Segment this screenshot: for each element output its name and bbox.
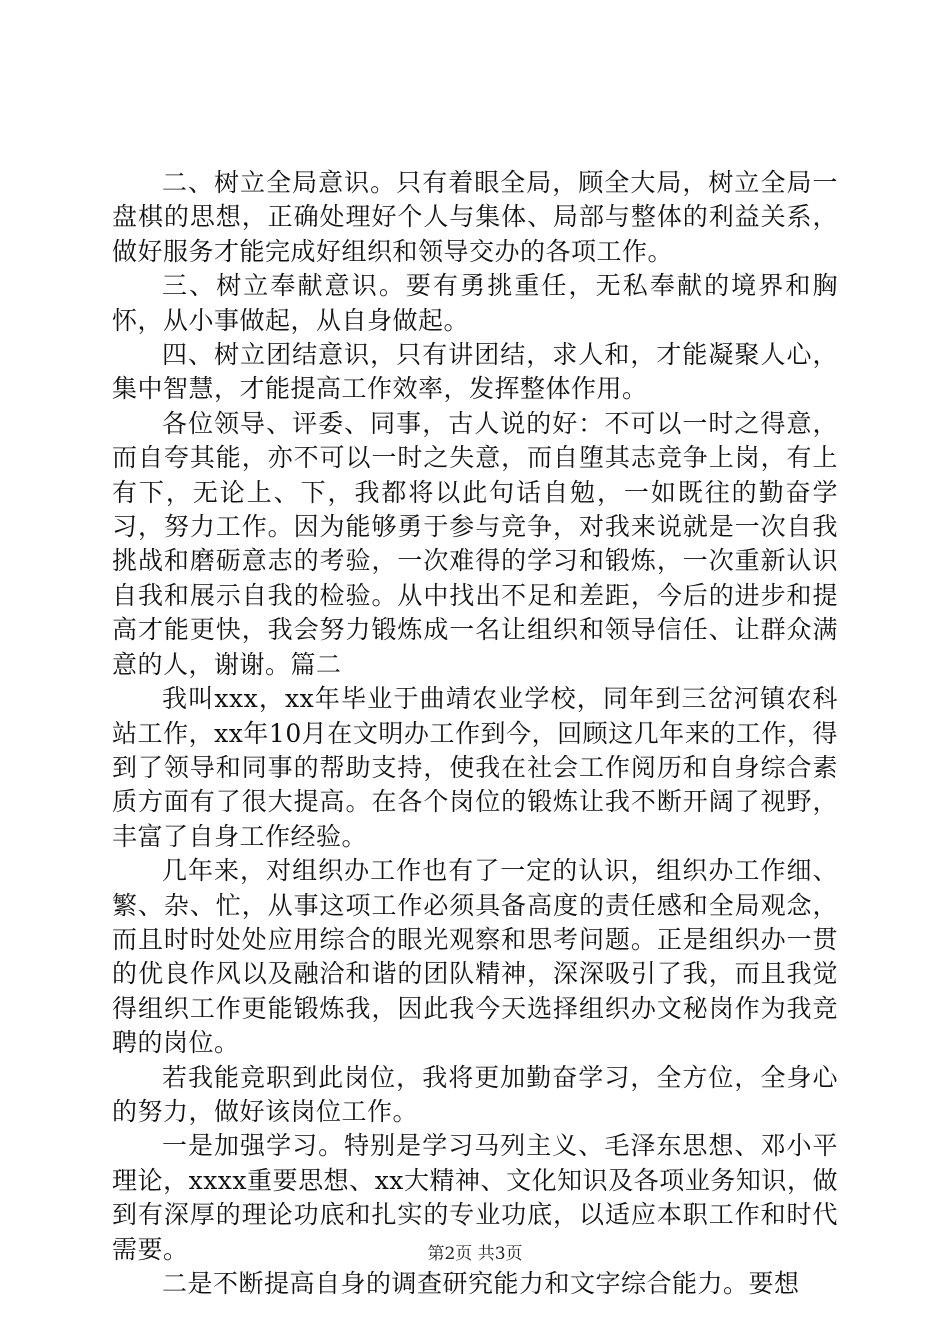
page-total: 共3页 [477,1244,523,1264]
paragraph-8: 一是加强学习。特别是学习马列主义、毛泽东思想、邓小平理论，xxxx重要思想、xx大精神、文化知识及各项业务知识，做到有深厚的理论功底和扎实的专业功底，以适应本职工作和时代需要。 [112,1131,838,1264]
paragraph-4: 各位领导、评委、同事，古人说的好：不可以一时之得意，而自夸其能，亦不可以一时之失意，而自堕其志竞争上岗，有上有下，无论上、下，我都将以此句话自勉，一如既往的勤奋学习，努力工作。因为能够勇于参与竞争，对我来说就是一次自我挑战和磨砺意志的考验，一次难得的学习和锻炼，一次重新认识自我和展示自我的检验。从中找出不足和差距，今后的进步和提高才能更快，我会努力锻炼成一名让组织和领导信任、让群众满意的人，谢谢。篇二 [112,408,838,679]
paragraph-6: 几年来，对组织办工作也有了一定的认识，组织办工作细、繁、杂、忙，从事这项工作必须具备高度的责任感和全局观念，而且时时处处应用综合的眼光观察和思考问题。正是组织办一贯的优良作风以及融洽和谐的团队精神，深深吸引了我，而且我觉得组织工作更能锻炼我，因此我今天选择组织办文秘岗作为我竞聘的岗位。 [112,856,838,1058]
paragraph-1: 二、树立全局意识。只有着眼全局，顾全大局，树立全局一盘棋的思想，正确处理好个人与集体、局部与整体的利益关系，做好服务才能完成好组织和领导交办的各项工作。 [112,168,838,266]
page-number: 第2页 [427,1244,473,1264]
paragraph-5: 我叫xxx，xx年毕业于曲靖农业学校，同年到三岔河镇农科站工作，xx年10月在文明办工作到今，回顾这几年来的工作，得到了领导和同事的帮助支持，使我在社会工作阅历和自身综合素质方面有了很大提高。在各个岗位的锻炼让我不断开阔了视野，丰富了自身工作经验。 [112,684,838,851]
document-body [112,166,838,1301]
paragraph-2: 三、树立奉献意识。要有勇挑重任，无私奉献的境界和胸怀，从小事做起，从自身做起。 [112,271,838,335]
paragraph-3: 四、树立团结意识，只有讲团结，求人和，才能凝聚人心，集中智慧，才能提高工作效率，发挥整体作用。 [112,340,838,404]
paragraph-9: 二是不断提高自身的调查研究能力和文字综合能力。要想 [162,1269,800,1298]
paragraph-7: 若我能竞职到此岗位，我将更加勤奋学习，全方位，全身心的努力，做好该岗位工作。 [112,1062,838,1126]
page-footer [0,1243,950,1265]
